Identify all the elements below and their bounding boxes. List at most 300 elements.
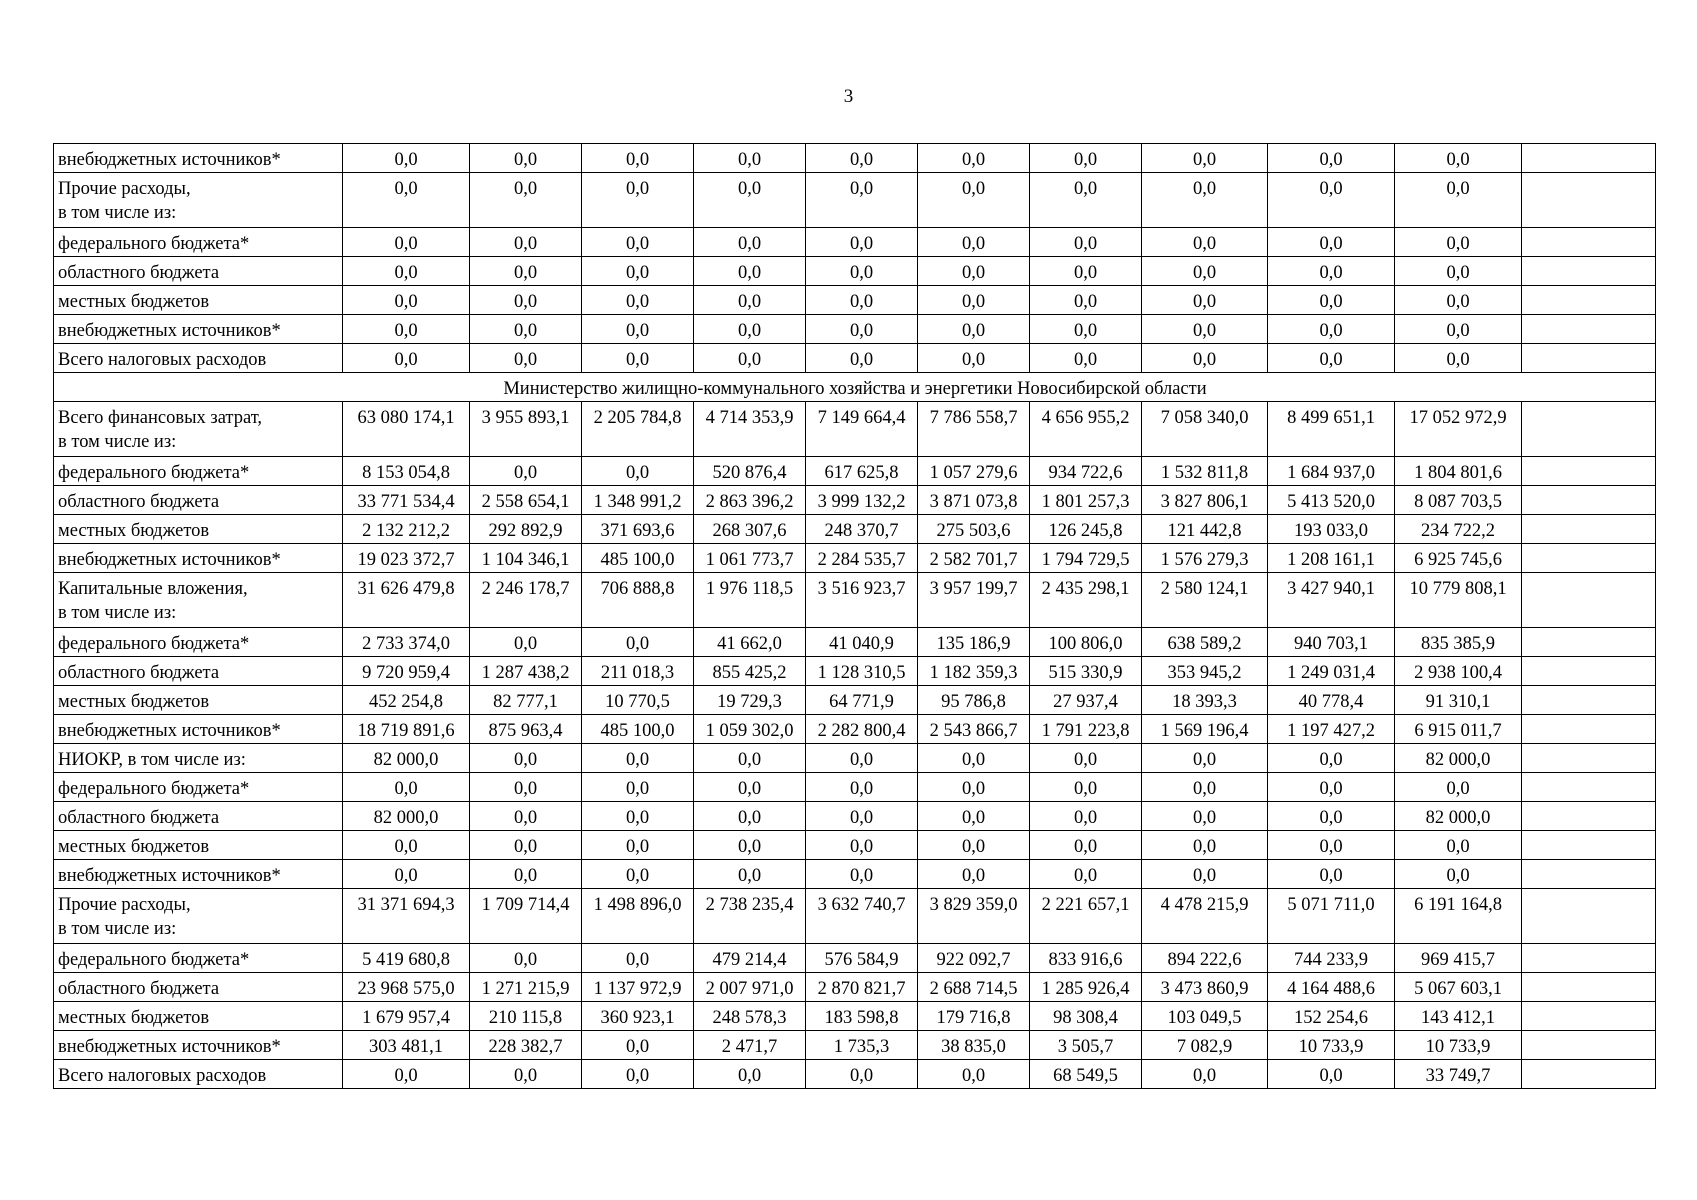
- table-row: [54, 1060, 1656, 1089]
- row-label-line: Прочие расходы,: [58, 895, 191, 915]
- value-cell: 2 007 971,0: [694, 973, 806, 1002]
- value-cell: 0,0: [694, 228, 806, 257]
- value-cell: 0,0: [1142, 257, 1268, 286]
- value-cell: 0,0: [1142, 860, 1268, 889]
- value-cell: 3 516 923,7: [806, 573, 918, 628]
- value-cell: 1 271 215,9: [470, 973, 582, 1002]
- value-cell: 19 729,3: [694, 686, 806, 715]
- value-cell: 360 923,1: [582, 1002, 694, 1031]
- value-cell: [1522, 1031, 1656, 1060]
- row-label-line: областного бюджета: [58, 263, 220, 283]
- table-row: [54, 686, 1656, 715]
- value-cell: 0,0: [918, 802, 1030, 831]
- value-cell: 0,0: [1395, 228, 1522, 257]
- table-row: [54, 802, 1656, 831]
- value-cell: 1 709 714,4: [470, 889, 582, 944]
- value-cell: 0,0: [582, 802, 694, 831]
- value-cell: [1522, 457, 1656, 486]
- value-cell: 18 719 891,6: [343, 715, 470, 744]
- row-label: [54, 344, 343, 373]
- value-cell: 0,0: [1142, 744, 1268, 773]
- value-cell: 8 087 703,5: [1395, 486, 1522, 515]
- value-cell: 64 771,9: [806, 686, 918, 715]
- value-cell: [1522, 715, 1656, 744]
- value-cell: 10 733,9: [1268, 1031, 1395, 1060]
- value-cell: 7 058 340,0: [1142, 402, 1268, 457]
- row-label: [54, 1002, 343, 1031]
- value-cell: 3 957 199,7: [918, 573, 1030, 628]
- value-cell: 0,0: [1030, 173, 1142, 228]
- value-cell: 193 033,0: [1268, 515, 1395, 544]
- value-cell: [1522, 344, 1656, 373]
- value-cell: 2 582 701,7: [918, 544, 1030, 573]
- table-row: [54, 228, 1656, 257]
- value-cell: 1 197 427,2: [1268, 715, 1395, 744]
- row-label: [54, 860, 343, 889]
- value-cell: 2 221 657,1: [1030, 889, 1142, 944]
- value-cell: 0,0: [1030, 831, 1142, 860]
- value-cell: 0,0: [343, 1060, 470, 1089]
- row-label: [54, 544, 343, 573]
- value-cell: 7 082,9: [1142, 1031, 1268, 1060]
- value-cell: 4 714 353,9: [694, 402, 806, 457]
- table-row: [54, 573, 1656, 628]
- value-cell: 1 735,3: [806, 1031, 918, 1060]
- value-cell: 2 580 124,1: [1142, 573, 1268, 628]
- value-cell: 0,0: [470, 257, 582, 286]
- value-cell: 126 245,8: [1030, 515, 1142, 544]
- value-cell: 0,0: [343, 773, 470, 802]
- value-cell: 0,0: [1142, 1060, 1268, 1089]
- value-cell: 33 749,7: [1395, 1060, 1522, 1089]
- value-cell: 894 222,6: [1142, 944, 1268, 973]
- value-cell: 0,0: [1030, 257, 1142, 286]
- value-cell: 934 722,6: [1030, 457, 1142, 486]
- row-label-line: местных бюджетов: [58, 837, 210, 857]
- value-cell: [1522, 286, 1656, 315]
- section-header-row: [54, 373, 1656, 402]
- value-cell: 0,0: [343, 831, 470, 860]
- value-cell: 1 249 031,4: [1268, 657, 1395, 686]
- value-cell: 0,0: [1395, 860, 1522, 889]
- row-label-line: федерального бюджета*: [58, 779, 250, 799]
- row-label: [54, 515, 343, 544]
- value-cell: 2 688 714,5: [918, 973, 1030, 1002]
- value-cell: 0,0: [582, 228, 694, 257]
- value-cell: 0,0: [1395, 773, 1522, 802]
- value-cell: 3 871 073,8: [918, 486, 1030, 515]
- value-cell: 485 100,0: [582, 544, 694, 573]
- value-cell: 2 435 298,1: [1030, 573, 1142, 628]
- value-cell: [1522, 144, 1656, 173]
- value-cell: 0,0: [582, 286, 694, 315]
- value-cell: 0,0: [582, 860, 694, 889]
- value-cell: 0,0: [1030, 773, 1142, 802]
- value-cell: 0,0: [470, 457, 582, 486]
- value-cell: 2 205 784,8: [582, 402, 694, 457]
- row-label-line: внебюджетных источников*: [58, 550, 281, 570]
- value-cell: 5 419 680,8: [343, 944, 470, 973]
- value-cell: 0,0: [694, 315, 806, 344]
- value-cell: 1 137 972,9: [582, 973, 694, 1002]
- value-cell: [1522, 628, 1656, 657]
- value-cell: 0,0: [1030, 286, 1142, 315]
- table-row: [54, 257, 1656, 286]
- value-cell: 0,0: [1395, 257, 1522, 286]
- value-cell: 0,0: [470, 860, 582, 889]
- value-cell: 520 876,4: [694, 457, 806, 486]
- value-cell: 0,0: [1030, 144, 1142, 173]
- value-cell: 0,0: [806, 831, 918, 860]
- value-cell: 0,0: [1142, 344, 1268, 373]
- budget-table: [53, 143, 1656, 1089]
- value-cell: 0,0: [582, 744, 694, 773]
- row-label-line: Всего налоговых расходов: [58, 350, 267, 370]
- row-label: [54, 173, 343, 228]
- value-cell: 0,0: [470, 228, 582, 257]
- value-cell: 98 308,4: [1030, 1002, 1142, 1031]
- value-cell: 1 057 279,6: [918, 457, 1030, 486]
- value-cell: 1 104 346,1: [470, 544, 582, 573]
- value-cell: 0,0: [582, 944, 694, 973]
- value-cell: 515 330,9: [1030, 657, 1142, 686]
- value-cell: 2 284 535,7: [806, 544, 918, 573]
- section-title: Министерство жилищно-коммунального хозяйства и энергетики Новосибирской области: [54, 373, 1656, 402]
- value-cell: 0,0: [806, 744, 918, 773]
- row-label-line: местных бюджетов: [58, 292, 210, 312]
- row-label-line: внебюджетных источников*: [58, 866, 281, 886]
- row-label: [54, 657, 343, 686]
- value-cell: 1 804 801,6: [1395, 457, 1522, 486]
- value-cell: 179 716,8: [918, 1002, 1030, 1031]
- row-label-line: Прочие расходы,: [58, 179, 191, 199]
- value-cell: [1522, 773, 1656, 802]
- value-cell: 82 000,0: [343, 802, 470, 831]
- row-label: [54, 686, 343, 715]
- value-cell: 0,0: [806, 173, 918, 228]
- value-cell: 41 662,0: [694, 628, 806, 657]
- value-cell: 7 786 558,7: [918, 402, 1030, 457]
- value-cell: 0,0: [694, 744, 806, 773]
- value-cell: 0,0: [1268, 744, 1395, 773]
- value-cell: 0,0: [582, 1060, 694, 1089]
- value-cell: 3 829 359,0: [918, 889, 1030, 944]
- table-row: [54, 889, 1656, 944]
- value-cell: 1 801 257,3: [1030, 486, 1142, 515]
- value-cell: 0,0: [343, 315, 470, 344]
- value-cell: 0,0: [582, 315, 694, 344]
- row-label-line: Всего финансовых затрат,: [58, 408, 263, 428]
- value-cell: 1 348 991,2: [582, 486, 694, 515]
- value-cell: 1 532 811,8: [1142, 457, 1268, 486]
- value-cell: 0,0: [1268, 773, 1395, 802]
- row-label: [54, 944, 343, 973]
- value-cell: 0,0: [343, 286, 470, 315]
- value-cell: 0,0: [694, 1060, 806, 1089]
- table-row: [54, 628, 1656, 657]
- value-cell: 100 806,0: [1030, 628, 1142, 657]
- value-cell: [1522, 744, 1656, 773]
- value-cell: 2 863 396,2: [694, 486, 806, 515]
- value-cell: [1522, 315, 1656, 344]
- value-cell: 0,0: [343, 257, 470, 286]
- value-cell: [1522, 657, 1656, 686]
- value-cell: 2 733 374,0: [343, 628, 470, 657]
- value-cell: 855 425,2: [694, 657, 806, 686]
- value-cell: 0,0: [1395, 173, 1522, 228]
- value-cell: 0,0: [582, 831, 694, 860]
- value-cell: [1522, 402, 1656, 457]
- table-row: [54, 860, 1656, 889]
- value-cell: 0,0: [1030, 860, 1142, 889]
- row-label-line: областного бюджета: [58, 808, 220, 828]
- value-cell: 210 115,8: [470, 1002, 582, 1031]
- value-cell: 4 656 955,2: [1030, 402, 1142, 457]
- table-body: [54, 144, 1656, 1089]
- value-cell: 0,0: [694, 802, 806, 831]
- row-label-line: в том числе из:: [58, 603, 177, 623]
- row-label: [54, 228, 343, 257]
- value-cell: [1522, 573, 1656, 628]
- value-cell: 2 282 800,4: [806, 715, 918, 744]
- value-cell: 1 976 118,5: [694, 573, 806, 628]
- value-cell: 183 598,8: [806, 1002, 918, 1031]
- value-cell: 0,0: [1030, 744, 1142, 773]
- value-cell: 0,0: [470, 831, 582, 860]
- value-cell: 2 870 821,7: [806, 973, 918, 1002]
- value-cell: 0,0: [918, 144, 1030, 173]
- table-row: [54, 315, 1656, 344]
- value-cell: 0,0: [1268, 802, 1395, 831]
- value-cell: 68 549,5: [1030, 1060, 1142, 1089]
- value-cell: 2 132 212,2: [343, 515, 470, 544]
- row-label-line: федерального бюджета*: [58, 234, 250, 254]
- value-cell: 0,0: [806, 802, 918, 831]
- row-label-line: внебюджетных источников*: [58, 721, 281, 741]
- table-row: [54, 515, 1656, 544]
- value-cell: 0,0: [1268, 257, 1395, 286]
- value-cell: 2 938 100,4: [1395, 657, 1522, 686]
- value-cell: 1 182 359,3: [918, 657, 1030, 686]
- value-cell: [1522, 1060, 1656, 1089]
- table-row: [54, 144, 1656, 173]
- value-cell: 10 733,9: [1395, 1031, 1522, 1060]
- value-cell: 152 254,6: [1268, 1002, 1395, 1031]
- value-cell: 0,0: [470, 944, 582, 973]
- row-label: [54, 486, 343, 515]
- value-cell: [1522, 889, 1656, 944]
- table-row: [54, 973, 1656, 1002]
- value-cell: 0,0: [1142, 831, 1268, 860]
- value-cell: 0,0: [1030, 315, 1142, 344]
- value-cell: [1522, 173, 1656, 228]
- value-cell: 0,0: [582, 773, 694, 802]
- value-cell: 638 589,2: [1142, 628, 1268, 657]
- value-cell: 3 827 806,1: [1142, 486, 1268, 515]
- table-row: [54, 402, 1656, 457]
- value-cell: 835 385,9: [1395, 628, 1522, 657]
- value-cell: 6 925 745,6: [1395, 544, 1522, 573]
- value-cell: 0,0: [1395, 344, 1522, 373]
- value-cell: 922 092,7: [918, 944, 1030, 973]
- value-cell: 18 393,3: [1142, 686, 1268, 715]
- table-row: [54, 715, 1656, 744]
- value-cell: 0,0: [1030, 228, 1142, 257]
- value-cell: 0,0: [582, 1031, 694, 1060]
- row-label-line: НИОКР, в том числе из:: [58, 750, 246, 770]
- value-cell: [1522, 1002, 1656, 1031]
- row-label-line: областного бюджета: [58, 663, 220, 683]
- value-cell: 0,0: [470, 315, 582, 344]
- value-cell: 576 584,9: [806, 944, 918, 973]
- value-cell: 4 164 488,6: [1268, 973, 1395, 1002]
- table-row: [54, 544, 1656, 573]
- table-row: [54, 173, 1656, 228]
- value-cell: 1 576 279,3: [1142, 544, 1268, 573]
- row-label: [54, 715, 343, 744]
- value-cell: 248 578,3: [694, 1002, 806, 1031]
- value-cell: [1522, 686, 1656, 715]
- value-cell: 0,0: [1142, 173, 1268, 228]
- value-cell: 0,0: [806, 773, 918, 802]
- value-cell: 3 427 940,1: [1268, 573, 1395, 628]
- value-cell: 0,0: [343, 144, 470, 173]
- value-cell: 275 503,6: [918, 515, 1030, 544]
- value-cell: 82 000,0: [343, 744, 470, 773]
- value-cell: 82 000,0: [1395, 744, 1522, 773]
- value-cell: 485 100,0: [582, 715, 694, 744]
- value-cell: 0,0: [1142, 286, 1268, 315]
- value-cell: 8 499 651,1: [1268, 402, 1395, 457]
- value-cell: 0,0: [470, 744, 582, 773]
- value-cell: 41 040,9: [806, 628, 918, 657]
- value-cell: 23 968 575,0: [343, 973, 470, 1002]
- row-label: [54, 973, 343, 1002]
- value-cell: 2 246 178,7: [470, 573, 582, 628]
- value-cell: [1522, 257, 1656, 286]
- value-cell: [1522, 860, 1656, 889]
- value-cell: 7 149 664,4: [806, 402, 918, 457]
- value-cell: 0,0: [1395, 144, 1522, 173]
- value-cell: 3 473 860,9: [1142, 973, 1268, 1002]
- value-cell: 371 693,6: [582, 515, 694, 544]
- table-row: [54, 457, 1656, 486]
- value-cell: [1522, 544, 1656, 573]
- value-cell: 0,0: [694, 831, 806, 860]
- value-cell: 10 779 808,1: [1395, 573, 1522, 628]
- value-cell: 0,0: [1395, 315, 1522, 344]
- value-cell: 303 481,1: [343, 1031, 470, 1060]
- value-cell: 0,0: [343, 228, 470, 257]
- value-cell: 1 208 161,1: [1268, 544, 1395, 573]
- value-cell: 0,0: [1142, 773, 1268, 802]
- value-cell: 833 916,6: [1030, 944, 1142, 973]
- table-row: [54, 1002, 1656, 1031]
- value-cell: 0,0: [582, 628, 694, 657]
- value-cell: 228 382,7: [470, 1031, 582, 1060]
- value-cell: 0,0: [1268, 1060, 1395, 1089]
- table-row: [54, 831, 1656, 860]
- table-row: [54, 744, 1656, 773]
- value-cell: 0,0: [1395, 286, 1522, 315]
- row-label: [54, 628, 343, 657]
- value-cell: 0,0: [343, 344, 470, 373]
- table-row: [54, 773, 1656, 802]
- row-label-line: областного бюджета: [58, 979, 220, 999]
- row-label-line: внебюджетных источников*: [58, 150, 281, 170]
- row-label-line: местных бюджетов: [58, 521, 210, 541]
- row-label: [54, 257, 343, 286]
- value-cell: 135 186,9: [918, 628, 1030, 657]
- row-label: [54, 315, 343, 344]
- value-cell: 9 720 959,4: [343, 657, 470, 686]
- value-cell: 0,0: [1142, 315, 1268, 344]
- value-cell: 0,0: [582, 457, 694, 486]
- value-cell: 0,0: [1142, 228, 1268, 257]
- row-label: [54, 802, 343, 831]
- value-cell: 63 080 174,1: [343, 402, 470, 457]
- value-cell: 234 722,2: [1395, 515, 1522, 544]
- row-label-line: областного бюджета: [58, 492, 220, 512]
- value-cell: 5 067 603,1: [1395, 973, 1522, 1002]
- value-cell: 40 778,4: [1268, 686, 1395, 715]
- value-cell: 1 285 926,4: [1030, 973, 1142, 1002]
- value-cell: 0,0: [1142, 144, 1268, 173]
- value-cell: 248 370,7: [806, 515, 918, 544]
- value-cell: 0,0: [694, 144, 806, 173]
- value-cell: 0,0: [1268, 144, 1395, 173]
- value-cell: 1 569 196,4: [1142, 715, 1268, 744]
- value-cell: 0,0: [1395, 831, 1522, 860]
- value-cell: 33 771 534,4: [343, 486, 470, 515]
- value-cell: 19 023 372,7: [343, 544, 470, 573]
- value-cell: 143 412,1: [1395, 1002, 1522, 1031]
- row-label-line: федерального бюджета*: [58, 634, 250, 654]
- value-cell: 0,0: [806, 860, 918, 889]
- value-cell: 1 498 896,0: [582, 889, 694, 944]
- value-cell: 8 153 054,8: [343, 457, 470, 486]
- value-cell: 268 307,6: [694, 515, 806, 544]
- value-cell: 0,0: [1268, 286, 1395, 315]
- value-cell: 0,0: [582, 257, 694, 286]
- value-cell: 0,0: [470, 802, 582, 831]
- value-cell: 1 791 223,8: [1030, 715, 1142, 744]
- value-cell: 0,0: [582, 344, 694, 373]
- value-cell: 2 543 866,7: [918, 715, 1030, 744]
- value-cell: [1522, 802, 1656, 831]
- value-cell: 0,0: [918, 315, 1030, 344]
- value-cell: 1 059 302,0: [694, 715, 806, 744]
- row-label-line: федерального бюджета*: [58, 463, 250, 483]
- value-cell: 0,0: [1268, 315, 1395, 344]
- value-cell: 1 128 310,5: [806, 657, 918, 686]
- value-cell: 103 049,5: [1142, 1002, 1268, 1031]
- value-cell: 0,0: [694, 773, 806, 802]
- value-cell: 0,0: [1268, 344, 1395, 373]
- value-cell: 2 558 654,1: [470, 486, 582, 515]
- value-cell: 6 915 011,7: [1395, 715, 1522, 744]
- value-cell: 4 478 215,9: [1142, 889, 1268, 944]
- row-label-line: в том числе из:: [58, 919, 177, 939]
- row-label: [54, 773, 343, 802]
- value-cell: 0,0: [1142, 802, 1268, 831]
- value-cell: 31 371 694,3: [343, 889, 470, 944]
- row-label: [54, 144, 343, 173]
- value-cell: 0,0: [918, 257, 1030, 286]
- value-cell: 1 061 773,7: [694, 544, 806, 573]
- page-number: 3: [843, 86, 854, 107]
- value-cell: 0,0: [806, 257, 918, 286]
